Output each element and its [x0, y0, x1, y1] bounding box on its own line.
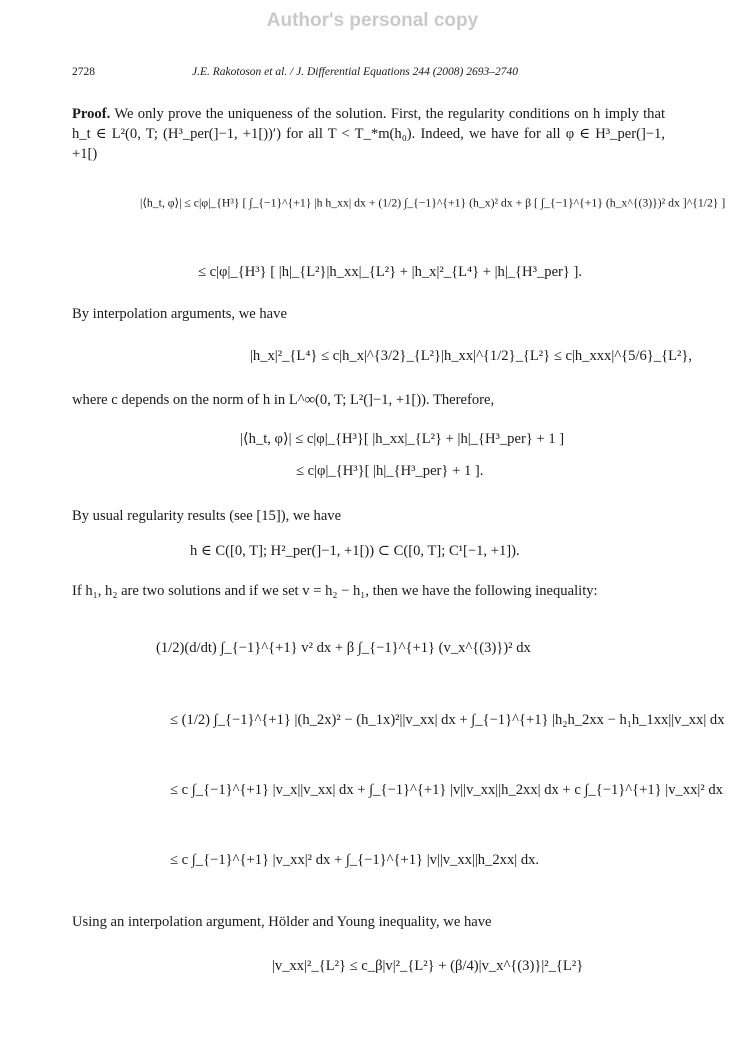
proof-label: Proof.	[72, 106, 111, 122]
equation-5-line-2: ≤ (1/2) ∫_{−1}^{+1} |(h_2x)² − (h_1x)²||v_xx| dx + ∫_{−1}^{+1} |h₂h_2xx − h₁h_1xx||v_xx| dx	[170, 712, 725, 728]
equation-3-line-2: ≤ c|φ|_{H³}[ |h|_{H³_per} + 1 ].	[296, 463, 484, 479]
text-interpolation: By interpolation arguments, we have	[72, 306, 287, 322]
equation-3-line-1: |⟨h_t, φ⟩| ≤ c|φ|_{H³}[ |h_xx|_{L²} + |h|_{H³_per} + 1 ]	[240, 431, 565, 447]
equation-4: h ∈ C([0, T]; H²_per(]−1, +1[)) ⊂ C([0, T]; C¹[−1, +1]).	[190, 543, 520, 559]
equation-6: |v_xx|²_{L²} ≤ c_β|v|²_{L²} + (β/4)|v_x^{(3)}|²_{L²}	[272, 958, 584, 974]
equation-5-line-1: (1/2)(d/dt) ∫_{−1}^{+1} v² dx + β ∫_{−1}^{+1} (v_x^{(3)})² dx	[156, 640, 531, 656]
journal-citation: J.E. Rakotoson et al. / J. Differential Equations 244 (2008) 2693–2740	[192, 66, 519, 78]
text-where: where c depends on the norm of h in L^∞(0, T; L²(]−1, +1[)). Therefore,	[72, 392, 495, 408]
page-number: 2728	[72, 66, 95, 78]
equation-5-line-3: ≤ c ∫_{−1}^{+1} |v_x||v_xx| dx + ∫_{−1}^{+1} |v||v_xx||h_2xx| dx + c ∫_{−1}^{+1} |v_xx|² dx	[170, 782, 723, 798]
text-if-two-solutions: If h₁, h₂ are two solutions and if we set v = h₂ − h₁, then we have the following inequality:	[72, 583, 598, 599]
proof-text: We only prove the uniqueness of the solution. First, the regularity conditions on h imply that h_t ∈ L²(0, T; (H³_per(]−1, +1[))′) for all T < T_*m(h₀). Indeed, we have for all φ ∈ H³_per(]−1, +1[)	[72, 106, 665, 162]
equation-2: |h_x|²_{L⁴} ≤ c|h_x|^{3/2}_{L²}|h_xx|^{1/2}_{L²} ≤ c|h_xxx|^{5/6}_{L²},	[250, 348, 693, 364]
text-usual-regularity: By usual regularity results (see [15]), we have	[72, 508, 342, 524]
equation-1-line-1: |⟨h_t, φ⟩| ≤ c|φ|_{H³} [ ∫_{−1}^{+1} |h h_xx| dx + (1/2) ∫_{−1}^{+1} (h_x)² dx + β [ ∫_{−1}^{+1} (h_x^{(3)})² dx ]^{1/2} ]	[140, 196, 726, 210]
text-using-interpolation: Using an interpolation argument, Hölder and Young inequality, we have	[72, 914, 492, 930]
watermark: Author's personal copy	[266, 10, 479, 31]
proof-paragraph	[72, 104, 665, 164]
equation-5-line-4: ≤ c ∫_{−1}^{+1} |v_xx|² dx + ∫_{−1}^{+1} |v||v_xx||h_2xx| dx.	[170, 852, 540, 868]
equation-1-line-2: ≤ c|φ|_{H³} [ |h|_{L²}|h_xx|_{L²} + |h_x|²_{L⁴} + |h|_{H³_per} ].	[198, 264, 583, 280]
